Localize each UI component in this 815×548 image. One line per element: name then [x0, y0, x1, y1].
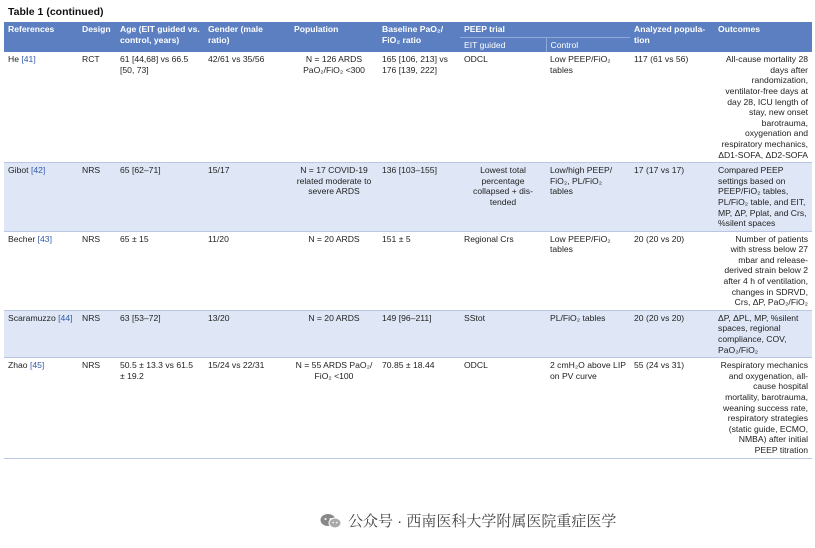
cell-baseline: 70.85 ± 18.44: [378, 358, 460, 458]
cell-gender: 15/17: [204, 163, 290, 232]
header-eit-guided: EIT guided: [460, 37, 546, 52]
cell-eit-guided: ODCL: [460, 52, 546, 162]
header-outcomes: Outcomes: [714, 22, 812, 52]
cell-analyzed: 20 (20 vs 20): [630, 310, 714, 357]
cell-control: Low PEEP/FiO₂ tables: [546, 231, 630, 310]
cell-reference: He [41]: [4, 52, 78, 162]
cell-baseline: 136 [103–155]: [378, 163, 460, 232]
table-row: [4, 163, 812, 232]
cell-outcomes: ΔP, ΔPL, MP, %silent spaces, regional compliance, COV, PaO₂/FiO₂: [714, 310, 812, 357]
cell-baseline: 149 [96–211]: [378, 310, 460, 357]
cell-design: NRS: [78, 310, 116, 357]
studies-table: [4, 22, 812, 459]
cell-age: 65 ± 15: [116, 231, 204, 310]
header-baseline: Baseline PaO₂/ FiO₂ ratio: [378, 22, 460, 52]
header-references: References: [4, 22, 78, 52]
cell-analyzed: 20 (20 vs 20): [630, 231, 714, 310]
table-row: [4, 231, 812, 310]
header-analyzed: Analyzed popula- tion: [630, 22, 714, 52]
cell-reference: Gibot [42]: [4, 163, 78, 232]
cell-outcomes: All-cause mortality 28 days after randomization, ventilator-free days at day 28, ICU length of stay, new onset barotrauma, oxygenation and respiratory mechanics, ΔD1-SOFA, ΔD2-SOFA: [714, 52, 812, 162]
cell-gender: 42/61 vs 35/56: [204, 52, 290, 162]
cell-age: 65 [62–71]: [116, 163, 204, 232]
cell-baseline: 165 [106, 213] vs 176 [139, 222]: [378, 52, 460, 162]
cell-eit-guided: SStot: [460, 310, 546, 357]
cell-analyzed: 17 (17 vs 17): [630, 163, 714, 232]
cell-gender: 11/20: [204, 231, 290, 310]
cell-outcomes: Respiratory mechanics and oxygenation, all-cause hospital mortality, barotrauma, weaning success rate, respiratory strategies (static guide, ECMO, NMBA) after initial PEEP titration: [714, 358, 812, 458]
header-control: Control: [546, 37, 630, 52]
cell-age: 61 [44,68] vs 66.5 [50, 73]: [116, 52, 204, 162]
table-row: [4, 310, 812, 357]
header-row: [4, 22, 812, 37]
header-gender: Gender (male ratio): [204, 22, 290, 52]
header-population: Population: [290, 22, 378, 52]
cell-reference: Zhao [45]: [4, 358, 78, 458]
watermark: [318, 508, 622, 533]
cell-analyzed: 55 (24 vs 31): [630, 358, 714, 458]
cell-design: RCT: [78, 52, 116, 162]
cell-analyzed: 117 (61 vs 56): [630, 52, 714, 162]
cell-reference: Scaramuzzo [44]: [4, 310, 78, 357]
cell-population: N = 55 ARDS PaO₂/ FiO₂ <100: [290, 358, 378, 458]
cell-control: 2 cmH₂O above LIP on PV curve: [546, 358, 630, 458]
header-design: Design: [78, 22, 116, 52]
citation-link[interactable]: [44]: [58, 312, 73, 323]
cell-population: N = 20 ARDS: [290, 310, 378, 357]
watermark-text: 公众号 · 西南医科大学附属医院重症医学: [348, 513, 617, 530]
table-row: [4, 52, 812, 162]
citation-link[interactable]: [42]: [30, 165, 46, 176]
cell-design: NRS: [78, 163, 116, 232]
cell-age: 50.5 ± 13.3 vs 61.5 ± 19.2: [116, 358, 204, 458]
cell-design: NRS: [78, 231, 116, 310]
cell-gender: 13/20: [204, 310, 290, 357]
cell-control: Low/high PEEP/ FiO₂, PL/FiO₂ tables: [546, 163, 630, 232]
cell-design: NRS: [78, 358, 116, 458]
cell-control: Low PEEP/FiO₂ tables: [546, 52, 630, 162]
cell-age: 63 [53–72]: [116, 310, 204, 357]
cell-eit-guided: Lowest total percentage collapsed + dis- tended: [460, 163, 546, 232]
cell-population: N = 17 COVID-19 related moderate to severe ARDS: [290, 163, 378, 232]
table-caption: Table 1 (continued): [8, 6, 104, 18]
cell-outcomes: Number of patients with stress below 27 mbar and release-derived strain below 2 after 4 h of ventilation, changes in SDRVD, Crs, ΔP, PaO₂/FiO₂: [714, 231, 812, 310]
cell-population: N = 20 ARDS: [290, 231, 378, 310]
cell-eit-guided: Regional Crs: [460, 231, 546, 310]
table-row: [4, 358, 812, 458]
header-age: Age (EIT guided vs. control, years): [116, 22, 204, 52]
cell-reference: Becher [43]: [4, 231, 78, 310]
cell-baseline: 151 ± 5: [378, 231, 460, 310]
cell-eit-guided: ODCL: [460, 358, 546, 458]
cell-population: N = 126 ARDS PaO₂/FiO₂ <300: [290, 52, 378, 162]
cell-control: PL/FiO₂ tables: [546, 310, 630, 357]
cell-outcomes: Compared PEEP settings based on PEEP/FiO₂ tables, PL/FiO₂ table, and EIT, MP, ΔP, Pplat, and Crs, %silent spaces: [714, 163, 812, 232]
header-peep-trial: PEEP trial: [460, 22, 630, 37]
cell-gender: 15/24 vs 22/31: [204, 358, 290, 458]
wechat-icon: [320, 513, 342, 529]
citation-link[interactable]: [43]: [37, 233, 52, 244]
citation-link[interactable]: [41]: [21, 54, 36, 65]
citation-link[interactable]: [45]: [29, 360, 45, 371]
